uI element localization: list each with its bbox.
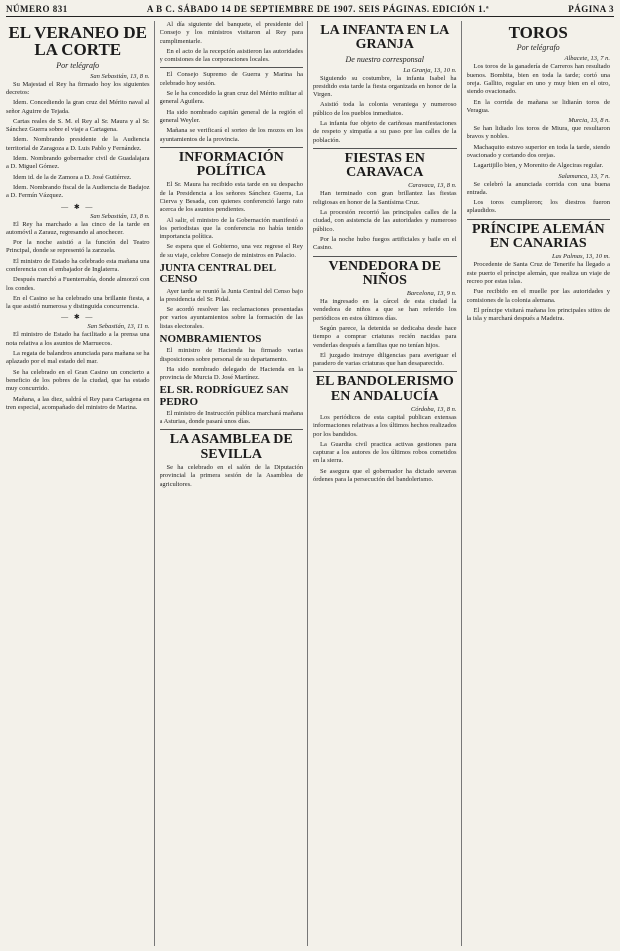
issue-date: A B C. SÁBADO 14 DE SEPTIEMBRE DE 1907. SEIS PÁGINAS. EDICIÓN 1.ª (146, 4, 490, 14)
article-infanta (313, 75, 457, 145)
article-veraneo-2 (6, 221, 150, 312)
article-toros-3 (467, 181, 611, 216)
paragraph: Lagartijillo bien, y Morenito de Algeciras regular. (473, 162, 604, 170)
article-toros-1 (467, 63, 611, 115)
paragraph: Los toros cumplieron; los diestros fueron aplaudidos. (466, 199, 610, 215)
article-veraneo-1 (6, 81, 150, 201)
paragraph: Se asegura que el gobernador ha dictado severas órdenes para la persecución del bandolerismo. (313, 467, 457, 484)
paragraph: Ha sido nombrado delegado de Hacienda en la provincia de Murcia D. José Martínez. (159, 365, 303, 382)
divider-rule (313, 148, 457, 149)
article-caravaca (313, 190, 457, 252)
paragraph: Su Majestad el Rey ha firmado hoy los siguientes decretos: (6, 80, 150, 96)
paragraph: Se acordó resolver las reclamaciones presentadas por varios ayuntamientos sobre la formación de las listas electorales. (159, 306, 303, 330)
paragraph: Cartas reales de S. M. el Rey al Sr. Maura y al Sr. Sánchez Guerra sobre el viaje a Cartagena. (6, 117, 150, 134)
paragraph: Ha sido nombrado capitán general de la región el general Weyler. (159, 108, 303, 124)
divider-rule (313, 371, 457, 372)
paragraph: La Guardia civil practica activas gestiones para capturar a los autores de los últimos robos cometidos en la sierra. (313, 440, 457, 465)
subhead-toros: Por telégrafo (516, 43, 560, 53)
article-veraneo-3 (6, 331, 150, 412)
paragraph: Idem. Nombrando gobernador civil de Guadalajara a D. Miguel Gómez. (6, 155, 150, 171)
paragraph: Ha ingresado en la cárcel de esta ciudad la vendedora de niños a que se han referido los periódicos en estos últimos días. (313, 298, 457, 322)
paragraph: Se ha celebrado en el salón de la Diputación provincial la primera sesión de la Asamblea de agricultores. (159, 463, 303, 488)
paragraph: Idem. Nombrando presidente de la Audiencia territorial de Zaragoza a D. Luis Pablo y Fernández. (6, 136, 150, 152)
subhead-veraneo: Por telégrafo (56, 60, 100, 70)
paragraph: Mañana se verificará el sorteo de los mozos en los ayuntamientos de la provincia. (159, 127, 303, 143)
paragraph: Los periódicos de esta capital publican extensas informaciones relativas a los últimos hechos realizados por los bandidos. (313, 413, 457, 438)
paragraph: El ministro de Estado ha celebrado esta mañana una conferencia con el embajador de Inglaterra. (6, 257, 150, 273)
paragraph: Procedente de Santa Cruz de Tenerife ha llegado a este puerto el príncipe alemán, que realiza un viaje de recreo por estas islas. (466, 261, 610, 285)
article-politica (160, 181, 304, 260)
paragraph: Los toros de la ganadería de Carreros han resultado buenos. Bombita, bien en toda la tarde; cortó una oreja. Gallito, regular en uno y muy bien en el otro, siendo ovacionado. (466, 63, 610, 96)
paragraph: El Sr. Maura ha recibido esta tarde en su despacho de la Presidencia a los señores Sánchez Guerra, La Cierva y Besada, con quienes conferenció largo rato acerca de los asuntos pendientes. (159, 181, 303, 214)
headline-asamblea-sevilla: LA ASAMBLEA DE SEVILLA (169, 432, 293, 462)
dateline: Caravaca, 13, 8 n. (408, 182, 457, 190)
dateline: San Sebastián, 13, 11 n. (87, 323, 150, 331)
paragraph: En el acto de la recepción asistieron las autoridades y comisiones de las corporaciones locales. (159, 47, 303, 64)
divider-rule (313, 256, 457, 257)
paragraph: El ministro de Hacienda ha firmado varias disposiciones sobre personal de su departamento. (159, 347, 303, 363)
paragraph: Después marchó a Fuenterrabía, donde almorzó con los condes. (6, 276, 150, 292)
paragraph: El ministro de Estado ha facilitado a la prensa una nota relativa a los asuntos de Marruecos. (6, 331, 150, 347)
paragraph: La infanta fue objeto de cariñosas manifestaciones de respeto y simpatía a su paso por las calles de la población. (313, 120, 457, 144)
divider-rule (467, 219, 611, 220)
dateline: San Sebastián, 13, 8 n. (90, 72, 150, 80)
paragraph: Por la noche asistió a la función del Teatro Principal, donde se representó la zarzuela. (6, 239, 150, 255)
column-1 (6, 21, 155, 946)
dateline: San Sebastián, 13, 8 n. (90, 212, 150, 220)
headline-veraneo: EL VERANEO DE LA CORTE (8, 23, 148, 60)
dateline: Las Palmas, 13, 10 m. (552, 253, 610, 261)
paragraph: Se celebró la anunciada corrida con una buena entrada. (466, 180, 610, 196)
note-consejo: El Consejo Supremo de Guerra y Marina ha celebrado hoy sesión. (159, 71, 303, 87)
paragraph: Idem id. de la de Zamora a D. José Gutiérrez. (13, 173, 132, 181)
paragraph: En la corrida de mañana se lidiarán toros de Veragua. (466, 98, 610, 114)
headline-fiestas-caravaca: FIESTAS EN CARAVACA (344, 150, 425, 181)
page-number: PÁGINA 3 (568, 4, 614, 14)
subhead-junta-censo: JUNTA CENTRAL DEL CENSO (159, 262, 276, 286)
columns (6, 21, 614, 946)
paragraph: El Rey ha marchado a las cinco de la tarde en automóvil a Zarauz, regresando al anochecer. (6, 220, 150, 236)
paragraph: Al salir, el ministro de la Gobernación manifestó a los periodistas que la conferencia no había tenido importancia política. (159, 216, 303, 241)
paragraph: El príncipe visitará mañana los principales sitios de la isla y marchará después a Madeira. (466, 306, 610, 323)
paragraph: Por la noche hubo fuegos artificiales y baile en el Casino. (313, 235, 457, 252)
headline-vendedora-ninos: VENDEDORA DE NIÑOS (328, 258, 441, 288)
paragraph: Se han lidiado los toros de Miura, que resultaron bravos y nobles. (466, 125, 610, 141)
headline-principe-aleman: PRÍNCIPE ALEMÁN EN CANARIAS (471, 221, 605, 252)
masthead (6, 4, 614, 17)
dateline: La Granja, 13, 10 n. (403, 66, 457, 74)
article-principe (467, 261, 611, 323)
paragraph: El juzgado instruye diligencias para averiguar el paradero de varias criaturas que han desaparecido. (313, 351, 457, 368)
paragraph: Siguiendo su costumbre, la infanta Isabel ha presidido esta tarde la fiesta organizada en honor de la Virgen. (313, 74, 457, 99)
paragraph: Fue recibido en el muelle por las autoridades y comisiones de la colonia alemana. (466, 288, 610, 304)
article-vendedora (313, 298, 457, 368)
dateline: Salamanca, 13, 7 n. (558, 172, 610, 180)
paragraph: Ayer tarde se reunió la Junta Central del Censo bajo la presidencia del Sr. Pidal. (159, 287, 303, 303)
subhead-infanta: De nuestro corresponsal (345, 54, 424, 64)
dateline: Barcelona, 13, 9 n. (406, 290, 457, 298)
headline-infanta: LA INFANTA EN LA GRANJA (320, 23, 450, 53)
headline-toros: TOROS (508, 23, 568, 42)
article-toros-2 (467, 125, 611, 170)
paragraph: Mañana, a las diez, saldrá el Rey para Cartagena en tren especial, acompañado del ministro de Marina. (6, 395, 150, 411)
paragraph: Idem. Nombrando fiscal de la Audiencia de Badajoz a D. Fermín Vázquez. (6, 183, 150, 200)
paragraph: Se espera que el Gobierno, una vez regrese el Rey de su viaje, celebre Consejo de ministros en Palacio. (159, 243, 303, 259)
article-bandolerismo (313, 414, 457, 484)
divider-rule (160, 429, 304, 430)
article-banquete (160, 21, 304, 64)
column-4 (467, 21, 615, 946)
paragraph: En el Casino se ha celebrado una brillante fiesta, a la que asistió numerosa y distinguida concurrencia. (6, 294, 150, 311)
paragraph: Se le ha concedido la gran cruz del Mérito militar al general Aguilera. (159, 90, 303, 106)
paragraph: La regata de balandros anunciada para mañana se ha aplazado por el mal estado del mar. (6, 350, 150, 366)
headline-bandolerismo: EL BANDOLERISMO EN ANDALUCÍA (315, 374, 454, 404)
dateline: Albacete, 13, 7 n. (564, 55, 610, 63)
article-nombramientos (160, 347, 304, 382)
article-nombramientos-militares (160, 90, 304, 144)
paragraph: Al día siguiente del banquete, el presidente del Consejo y los ministros visitaron al Rey para cumplimentarle. (159, 21, 303, 45)
column-2 (160, 21, 309, 946)
paragraph: El ministro de Instrucción pública marchará mañana a Asturias, donde pasará unos días. (159, 409, 303, 426)
column-3 (313, 21, 462, 946)
paragraph: Idem. Concediendo la gran cruz del Mérito naval al señor Aguirre de Tejada. (6, 99, 150, 115)
subhead-rodriguez-san-pedro: EL SR. RODRÍGUEZ SAN PEDRO (159, 384, 289, 408)
article-asamblea-sevilla (160, 464, 304, 489)
divider-ornament: — ✱ — (61, 313, 95, 322)
headline-informacion-politica: INFORMACIÓN POLÍTICA (178, 149, 284, 180)
paragraph: Se ha celebrado en el Gran Casino un concierto a beneficio de los pobres de la ciudad, que ha estado muy concurrido. (6, 368, 150, 393)
paragraph: Han terminado con gran brillantez las fiestas religiosas en honor de la Santísima Cruz. (313, 190, 457, 206)
divider-ornament: — ✱ — (61, 202, 95, 211)
paragraph: Machaquito estuvo superior en toda la tarde, siendo ovacionado y cortando dos orejas. (466, 143, 610, 159)
divider-rule (160, 67, 304, 68)
paragraph: Asistió toda la colonia veraniega y numeroso público de los pueblos inmediatos. (313, 101, 457, 117)
article-rodriguez-san-pedro (160, 410, 304, 427)
dateline: Murcia, 13, 8 n. (568, 117, 610, 125)
subhead-nombramientos: NOMBRAMIENTOS (159, 332, 262, 345)
issue-number: NÚMERO 831 (6, 4, 68, 14)
article-junta-censo (160, 288, 304, 331)
divider-rule (160, 147, 304, 148)
paragraph: La procesión recorrió las principales calles de la ciudad, con asistencia de las autoridades y numeroso público. (313, 209, 457, 233)
dateline: Córdoba, 13, 8 n. (410, 405, 457, 413)
paragraph: Según parece, la detenida se dedicaba desde hace tiempo a comprar criaturas recién nacidas para venderlas después a familias que no tenían hijos. (313, 324, 457, 349)
